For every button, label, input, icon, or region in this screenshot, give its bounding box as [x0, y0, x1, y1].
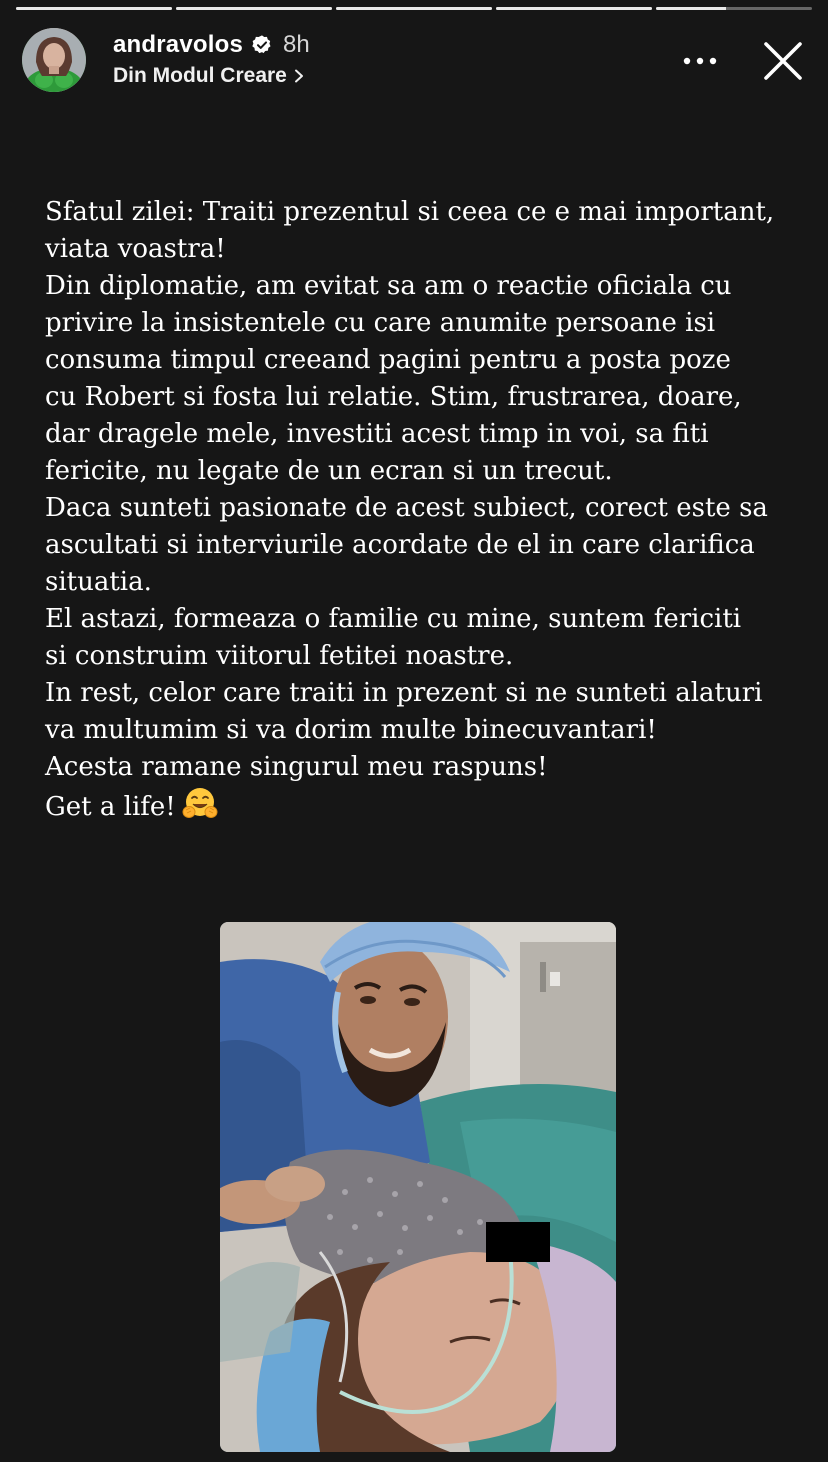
chevron-right-icon [293, 69, 305, 83]
story-text-line: cu Robert si fosta lui relatie. Stim, frustrarea, doare, [45, 382, 742, 412]
story-text-line: dar dragele mele, investiti acest timp in voi, sa fiti [45, 419, 709, 449]
story-text-line: situatia. [45, 567, 152, 597]
user-line [113, 30, 310, 60]
creator-mode-link[interactable] [113, 64, 305, 88]
progress-segment [176, 7, 332, 10]
story-text-line: Din diplomatie, am evitat sa am o reactie oficiala cu [45, 271, 732, 301]
progress-segment [496, 7, 652, 10]
story-text [45, 194, 805, 826]
story-text-line: privire la insistentele cu care anumite persoane isi [45, 308, 716, 338]
story-text-line: Sfatul zilei: Traiti prezentul si ceea ce e mai important, [45, 197, 775, 227]
story-text-line: va multumim si va dorim multe binecuvantari! [45, 715, 657, 745]
more-options-button[interactable] [676, 46, 724, 76]
story-text-line: consuma timpul creeand pagini pentru a posta poze [45, 345, 731, 375]
story-text-line: ascultati si interviurile acordate de el in care clarifica [45, 530, 755, 560]
story-text-line: fericite, nu legate de un ecran si un trecut. [45, 456, 613, 486]
verified-badge-icon [251, 34, 273, 56]
avatar[interactable] [22, 28, 86, 92]
close-button[interactable] [758, 36, 808, 86]
story-text-line: Acesta ramane singurul meu raspuns! [45, 752, 548, 782]
post-time: 8h [283, 31, 310, 58]
story-text-line-last [45, 786, 805, 826]
progress-segment [656, 7, 812, 10]
story-photo [220, 922, 616, 1452]
progress-segment [16, 7, 172, 10]
close-icon [763, 41, 803, 81]
story-text-line: Get a life! [45, 792, 176, 822]
username[interactable]: andravolos [113, 31, 244, 58]
more-horizontal-icon [682, 56, 718, 66]
story-text-line: In rest, celor care traiti in prezent si ne sunteti alaturi [45, 678, 763, 708]
story-text-line: El astazi, formeaza o familie cu mine, suntem fericiti [45, 604, 742, 634]
progress-segment [336, 7, 492, 10]
story-text-line: viata voastra! [45, 234, 226, 264]
creator-mode-label: Din Modul Creare [113, 64, 287, 87]
story-text-line: Daca sunteti pasionate de acest subiect, corect este sa [45, 493, 768, 523]
story-text-line: si construim viitorul fetitei noastre. [45, 641, 514, 671]
story-progress-bar [16, 7, 812, 11]
hugging-face-icon [182, 786, 218, 822]
story-header [22, 26, 812, 96]
